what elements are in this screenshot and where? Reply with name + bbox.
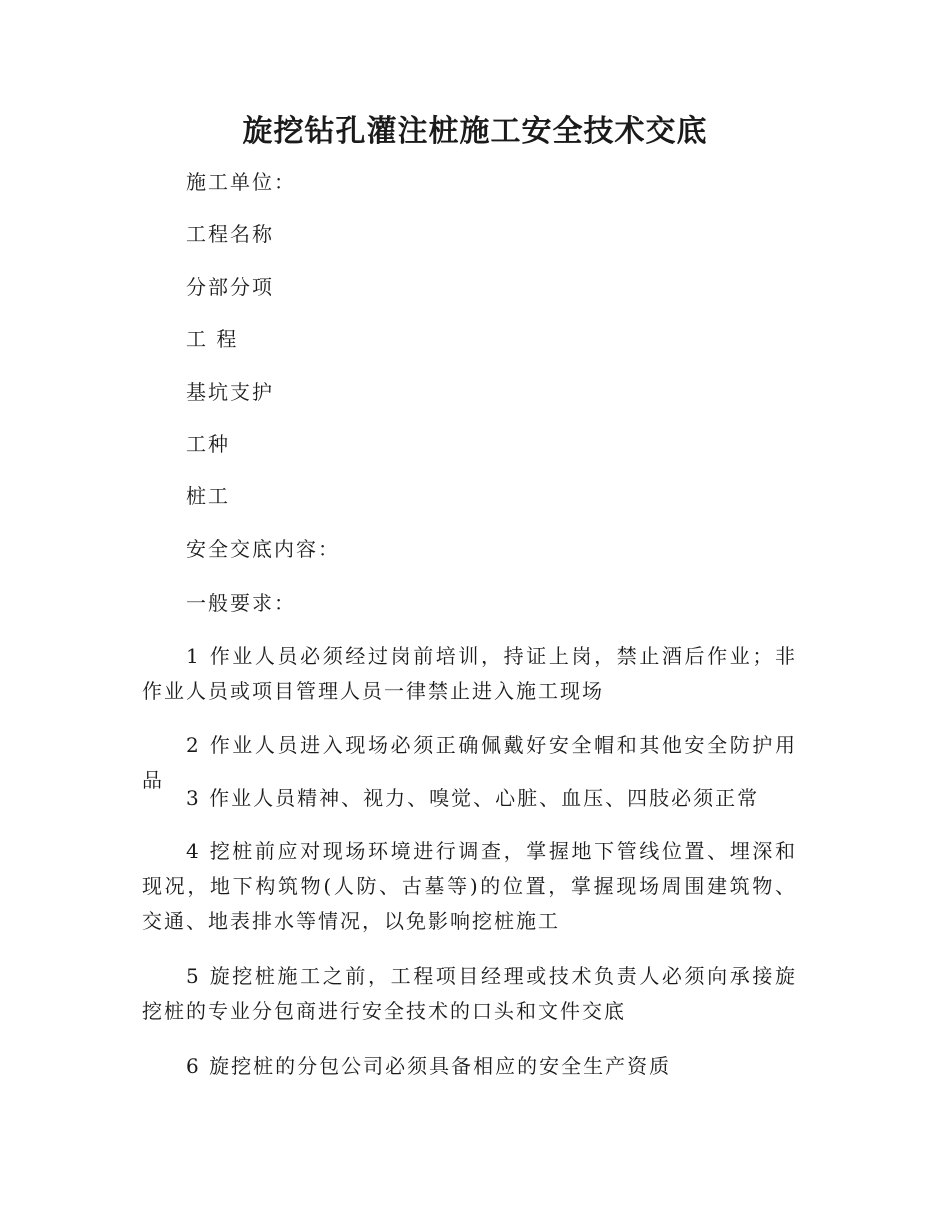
construction-unit-label: 施工单位： bbox=[186, 170, 296, 194]
sub-project-label-cont: 工 程 bbox=[186, 327, 239, 351]
safety-content-label: 安全交底内容： bbox=[186, 537, 340, 561]
trade-value: 桩工 bbox=[186, 484, 230, 508]
sub-project-value: 基坑支护 bbox=[186, 380, 274, 404]
project-name-label: 工程名称 bbox=[186, 222, 274, 246]
sub-project-label: 分部分项 bbox=[186, 275, 274, 299]
document-title: 旋挖钻孔灌注桩施工安全技术交底 bbox=[242, 114, 708, 149]
requirement-item-2: 2 作业人员进入现场必须正确佩戴好安全帽和其他安全防护用品 bbox=[142, 733, 797, 792]
requirement-item-1: 1 作业人员必须经过岗前培训，持证上岗，禁止酒后作业；非作业人员或项目管理人员一律禁止进入施工现场 bbox=[142, 644, 797, 703]
requirement-item-5: 5 旋挖桩施工之前，工程项目经理或技术负责人必须向承接旋挖桩的专业分包商进行安全技术的口头和文件交底 bbox=[142, 964, 797, 1023]
trade-label: 工种 bbox=[186, 432, 230, 456]
requirement-item-4: 4 挖桩前应对现场环境进行调查，掌握地下管线位置、埋深和现况，地下构筑物(人防、古墓等)的位置，掌握现场周围建筑物、交通、地表排水等情况，以免影响挖桩施工 bbox=[142, 839, 797, 933]
requirement-item-6: 6 旋挖桩的分包公司必须具备相应的安全生产资质 bbox=[186, 1054, 672, 1078]
general-requirements-heading: 一般要求： bbox=[186, 591, 296, 615]
requirement-item-3: 3 作业人员精神、视力、嗅觉、心脏、血压、四肢必须正常 bbox=[186, 786, 760, 810]
